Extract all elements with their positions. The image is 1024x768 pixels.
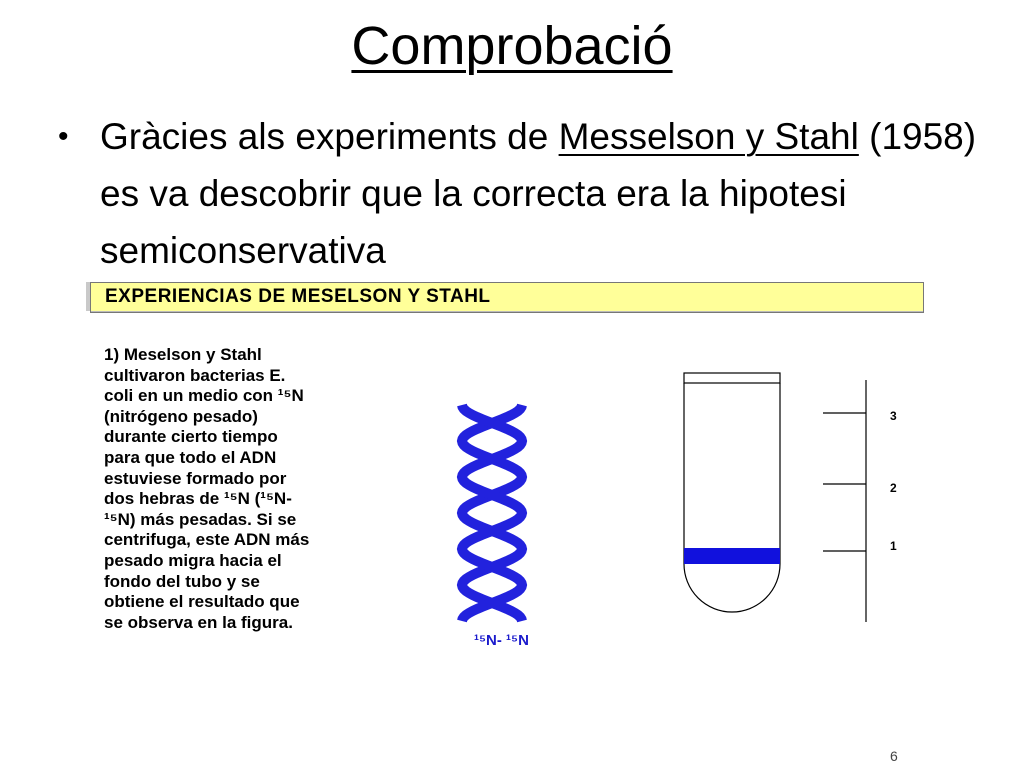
scale-label-3: 3	[890, 409, 897, 423]
bullet-point	[58, 108, 978, 279]
experiment-diagram	[440, 360, 960, 660]
description-line: 1) Meselson y Stahl	[104, 345, 262, 364]
bullet-text-after: (1958) es va descobrir que la correcta era la hipotesi semiconservativa	[100, 116, 977, 271]
page-number: 6	[890, 748, 898, 764]
description-line: para que todo el ADN	[104, 447, 277, 467]
dna-helix-icon	[462, 405, 522, 621]
description-line: fondo del tubo y se	[104, 571, 260, 591]
figure-banner	[90, 282, 924, 313]
description-line: se observa en la figura.	[104, 612, 293, 632]
tube-cap	[684, 373, 780, 383]
description-line: ¹⁵N) más pesadas. Si se	[104, 509, 297, 529]
scale-label-2: 2	[890, 481, 897, 495]
description-line: coli en un medio con ¹⁵N	[104, 386, 304, 406]
messelson-stahl-link[interactable]: Messelson y Stahl	[558, 116, 859, 157]
bullet-text	[100, 108, 978, 279]
description-line: cultivaron bacterias E.	[104, 365, 286, 385]
scale-label-1: 1	[890, 539, 897, 553]
description-line: durante cierto tiempo	[104, 427, 278, 447]
tube-body	[684, 383, 780, 612]
bullet-dot-icon: •	[58, 120, 69, 153]
description-line: (nitrógeno pesado)	[104, 406, 258, 426]
figure-description	[104, 345, 374, 633]
banner-title: EXPERIENCIAS DE MESELSON Y STAHL	[105, 286, 491, 307]
centrifuge-tube	[684, 373, 780, 612]
description-line: estuviese formado por	[104, 468, 287, 488]
dna-band	[684, 548, 780, 564]
description-line: obtiene el resultado que	[104, 592, 300, 612]
bullet-text-before: Gràcies als experiments de	[100, 116, 559, 157]
description-line: dos hebras de ¹⁵N (¹⁵N-	[104, 489, 292, 509]
slide-title: Comprobació	[351, 16, 673, 76]
description-line: pesado migra hacia el	[104, 550, 282, 570]
density-scale	[823, 380, 866, 622]
helix-label: ¹⁵N- ¹⁵N	[474, 632, 529, 649]
description-line: centrifuga, este ADN más	[104, 530, 310, 550]
